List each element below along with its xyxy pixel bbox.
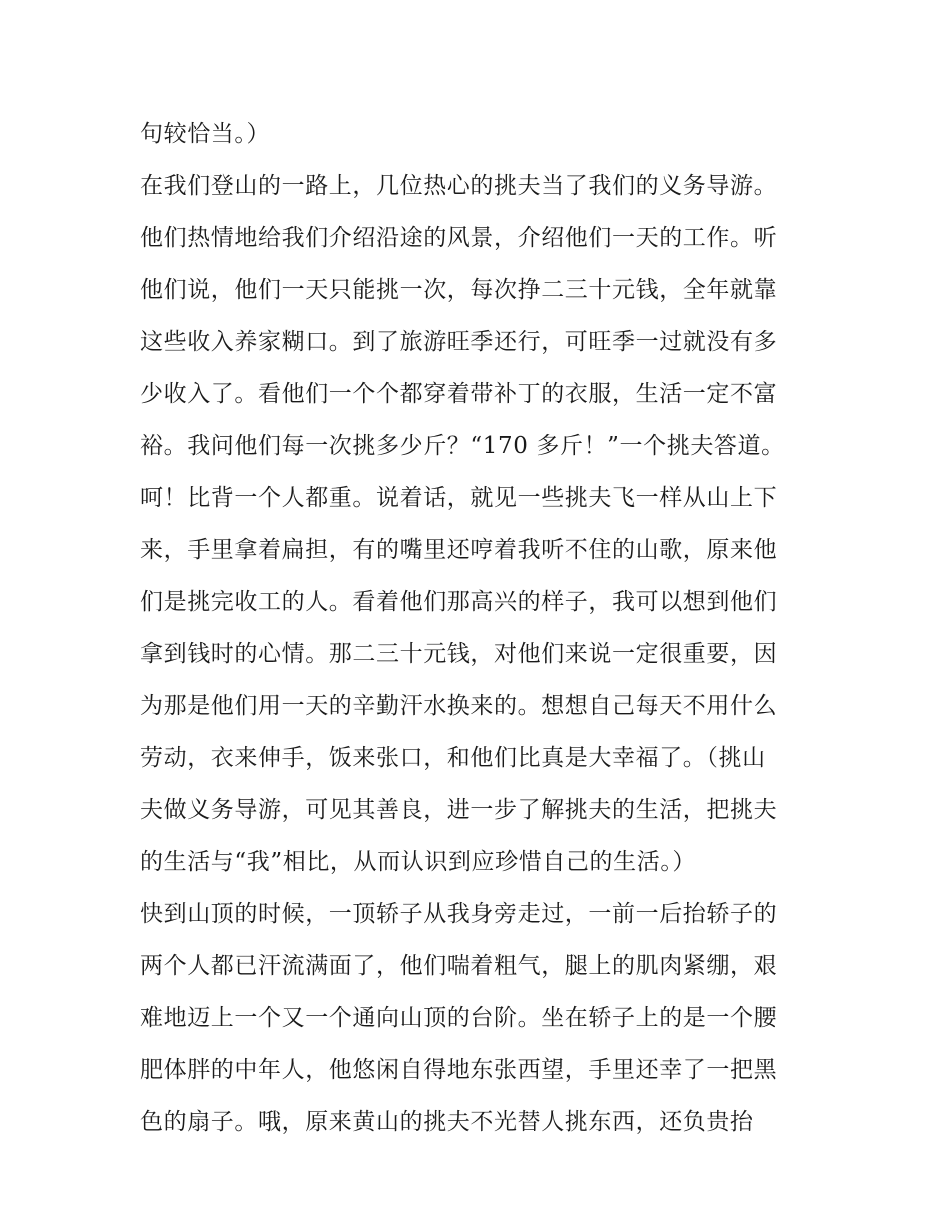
text-line: 句较恰当。） [140,121,271,147]
text-line: 他们热情地给我们介绍沿途的风景，介绍他们一天的工作。听 [140,225,778,251]
text-line: 拿到钱时的心情。那二三十元钱，对他们来说一定很重要，因 [140,641,778,667]
body-text [140,108,820,1148]
text-line: 呵！比背一个人都重。说着话，就见一些挑夫飞一样从山上下 [140,485,778,511]
text-line: 们是挑完收工的人。看着他们那高兴的样子，我可以想到他们 [140,589,778,615]
text-line: 裕。我问他们每一次挑多少斤？“170 多斤！”一个挑夫答道。 [140,433,785,459]
text-line: 来，手里拿着扁担，有的嘴里还哼着我听不住的山歌，原来他 [140,537,778,563]
text-line: 快到山顶的时候，一顶轿子从我身旁走过，一前一后抬轿子的 [140,901,778,927]
text-line: 在我们登山的一路上，几位热心的挑夫当了我们的义务导游。 [140,173,778,199]
text-line: 少收入了。看他们一个个都穿着带补丁的衣服，生活一定不富 [140,381,778,407]
text-line: 这些收入养家糊口。到了旅游旺季还行，可旺季一过就没有多 [140,329,778,355]
text-line: 的生活与“我”相比，从而认识到应珍惜自己的生活。） [140,849,697,875]
text-line: 难地迈上一个又一个通向山顶的台阶。坐在轿子上的是一个腰 [140,1005,778,1031]
text-line: 劳动，衣来伸手，饭来张口，和他们比真是大幸福了。（挑山 [140,745,766,771]
text-line: 色的扇子。哦，原来黄山的挑夫不光替人挑东西，还负贵抬 [140,1109,754,1135]
text-line: 夫做义务导游，可见其善良，进一步了解挑夫的生活，把挑夫 [140,797,778,823]
text-line: 为那是他们用一天的辛勤汗水换来的。想想自己每天不用什么 [140,693,778,719]
text-line: 肥体胖的中年人，他悠闲自得地东张西望，手里还幸了一把黑 [140,1057,778,1083]
text-line: 两个人都已汗流满面了，他们喘着粗气，腿上的肌肉紧绷，艰 [140,953,778,979]
text-line: 他们说，他们一天只能挑一次，每次挣二三十元钱，全年就靠 [140,277,778,303]
